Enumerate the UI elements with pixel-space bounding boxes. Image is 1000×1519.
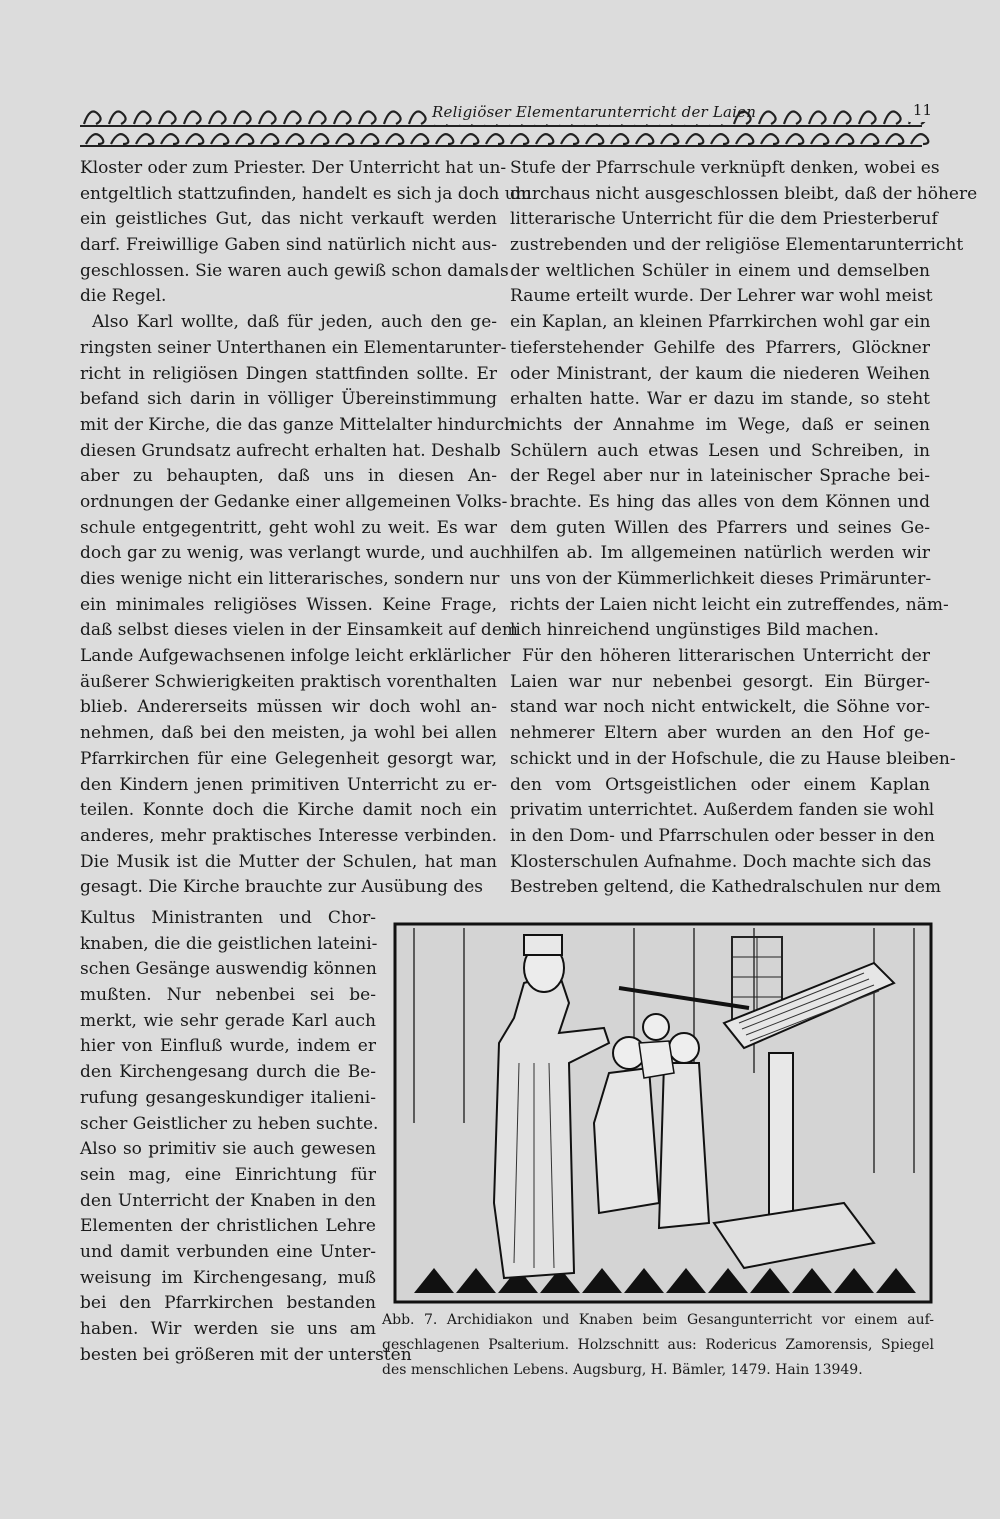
text-line: Laien war nur nebenbei gesorgt. Ein Bürger-	[510, 671, 930, 692]
text-line: die Regel.	[80, 286, 167, 307]
text-line: merkt, wie sehr gerade Karl auch	[80, 1010, 376, 1031]
woodcut-illustration	[394, 923, 932, 1303]
text-line: der Regel aber nur in lateinischer Sprache bei-	[510, 466, 930, 487]
text-line: oder Ministrant, der kaum die niederen Weihen	[510, 363, 930, 384]
text-line: Stufe der Pfarrschule verknüpft denken, wobei es	[510, 158, 940, 178]
text-line: geschlossen. Sie waren auch gewiß schon damals	[80, 260, 509, 281]
text-line: ein minimales religiöses Wissen. Keine Frage,	[80, 594, 497, 615]
text-line: nehmen, daß bei den meisten, ja wohl bei allen	[80, 723, 497, 744]
text-line: den Kindern jenen primitiven Unterricht zu er-	[80, 774, 497, 795]
text-line: hier von Einfluß wurde, indem er	[80, 1036, 376, 1057]
text-line: rufung gesangeskundiger italieni-	[80, 1087, 376, 1108]
text-line: ein Kaplan, an kleinen Pfarrkirchen wohl gar ein	[510, 312, 931, 333]
text-line: darf. Freiwillige Gaben sind natürlich nicht aus-	[80, 235, 497, 256]
text-line: Schülern auch etwas Lesen und Schreiben, in	[510, 440, 930, 461]
text-line: stand war noch nicht entwickelt, die Söhne vor-	[510, 697, 930, 718]
text-line: richt in religiösen Dingen stattfinden sollte. Er	[80, 363, 497, 384]
text-line: der weltlichen Schüler in einem und demselben	[510, 260, 930, 281]
text-line: den vom Ortsgeistlichen oder einem Kaplan	[510, 774, 930, 795]
text-line: richts der Laien nicht leicht ein zutreffendes, näm-	[510, 594, 949, 615]
text-line: Elementen der christlichen Lehre	[80, 1216, 376, 1237]
text-line: dies wenige nicht ein litterarisches, sondern nur	[80, 569, 500, 589]
text-line: mußten. Nur nebenbei sei be-	[80, 985, 376, 1006]
text-line: knaben, die die geistlichen lateini-	[80, 933, 378, 954]
woodcut-image	[394, 923, 932, 1303]
text-line: Kloster oder zum Priester. Der Unterricht hat un-	[80, 158, 507, 178]
left-column-narrow	[80, 906, 412, 1368]
text-line: erhalten hatte. War er dazu im stande, so steht	[510, 389, 930, 410]
running-title: Religiöser Elementarunterricht der Laien	[432, 100, 732, 124]
text-line: Also so primitiv sie auch gewesen	[80, 1139, 376, 1160]
text-line: besten bei größeren mit der untersten	[80, 1344, 412, 1365]
text-line: äußerer Schwierigkeiten praktisch vorenthalten	[80, 671, 497, 692]
text-line: hilfen ab. Im allgemeinen natürlich werden wir	[510, 543, 930, 564]
text-line: sein mag, eine Einrichtung für	[80, 1164, 376, 1185]
text-line: privatim unterrichtet. Außerdem fanden sie wohl	[510, 800, 935, 821]
text-line: nehmerer Eltern aber wurden an den Hof ge-	[510, 723, 930, 744]
text-line: Pfarrkirchen für eine Gelegenheit gesorgt war,	[80, 748, 497, 769]
text-line: gesagt. Die Kirche brauchte zur Ausübung des	[80, 877, 483, 898]
text-line: schule entgegentritt, geht wohl zu weit. Es war	[80, 517, 497, 538]
text-line: ordnungen der Gedanke einer allgemeinen Volks-	[80, 491, 508, 512]
text-line: Also Karl wollte, daß für jeden, auch den ge-	[92, 312, 497, 333]
caption-line: Abb. 7. Archidiakon und Knaben beim Gesangunterricht vor einem auf-	[382, 1312, 934, 1328]
text-line: befand sich darin in völliger Übereinstimmung	[80, 389, 497, 410]
text-line: durchaus nicht ausgeschlossen bleibt, daß der höhere	[510, 183, 978, 204]
text-line: nichts der Annahme im Wege, daß er seinen	[510, 414, 930, 435]
text-line: litterarische Unterricht für die dem Priesterberuf	[510, 209, 938, 230]
text-line: den Unterricht der Knaben in den	[80, 1190, 376, 1211]
text-line: mit der Kirche, die das ganze Mittelalter hindurch	[80, 414, 515, 435]
text-line: zustrebenden und der religiöse Elementarunterricht	[510, 235, 964, 256]
text-line: tieferstehender Gehilfe des Pfarrers, Glöckner	[510, 337, 930, 358]
text-line: doch gar zu wenig, was verlangt wurde, und auch	[80, 543, 511, 564]
text-line: Die Musik ist die Mutter der Schulen, hat man	[80, 851, 497, 872]
text-line: in den Dom- und Pfarrschulen oder besser in den	[510, 825, 935, 846]
text-line: Raume erteilt wurde. Der Lehrer war wohl meist	[510, 286, 933, 307]
text-line: uns von der Kümmerlichkeit dieses Primärunter-	[510, 569, 932, 589]
text-line: teilen. Konnte doch die Kirche damit noch ein	[80, 800, 497, 821]
text-line: und damit verbunden eine Unter-	[80, 1241, 376, 1262]
text-line: Klosterschulen Aufnahme. Doch machte sich das	[510, 851, 932, 872]
text-line: dem guten Willen des Pfarrers und seines Ge-	[510, 517, 930, 538]
text-line: anderes, mehr praktisches Interesse verbinden.	[80, 825, 497, 846]
text-line: ringsten seiner Unterthanen ein Elementarunter-	[80, 337, 507, 358]
text-line: blieb. Andererseits müssen wir doch wohl an-	[80, 697, 497, 718]
page-number: 11	[909, 98, 932, 122]
text-line: bei den Pfarrkirchen bestanden	[80, 1293, 376, 1314]
text-line: aber zu behaupten, daß uns in diesen An-	[80, 466, 497, 487]
text-line: ein geistliches Gut, das nicht verkauft werden	[80, 209, 497, 230]
caption-line: des menschlichen Lebens. Augsburg, H. Bämler, 1479. Hain 13949.	[382, 1362, 863, 1378]
text-line: weisung im Kirchengesang, muß	[80, 1267, 376, 1288]
text-line: Kultus Ministranten und Chor-	[80, 908, 376, 928]
running-header	[80, 96, 930, 152]
left-column-top	[80, 156, 532, 901]
text-line: schickt und in der Hofschule, die zu Hause bleiben-	[510, 748, 956, 769]
text-line: lich hinreichend ungünstiges Bild machen.	[510, 620, 880, 641]
text-line: Für den höheren litterarischen Unterricht der	[522, 646, 930, 667]
text-line: scher Geistlicher zu heben suchte.	[80, 1113, 379, 1134]
text-line: daß selbst dieses vielen in der Einsamkeit auf dem	[80, 620, 518, 641]
text-line: diesen Grundsatz aufrecht erhalten hat. Deshalb	[80, 440, 501, 461]
caption-line: geschlagenen Psalterium. Holzschnitt aus: Rodericus Zamorensis, Spiegel	[382, 1337, 934, 1353]
text-line: brachte. Es hing das alles von dem Können und	[510, 491, 930, 512]
text-line: schen Gesänge auswendig können	[80, 959, 377, 980]
text-line: haben. Wir werden sie uns am	[80, 1319, 376, 1339]
right-column	[510, 156, 978, 901]
figure-caption	[382, 1308, 934, 1383]
text-line: Bestreben geltend, die Kathedralschulen nur dem	[510, 877, 942, 898]
text-line: entgeltlich stattzufinden, handelt es sich ja doch um	[80, 183, 532, 204]
text-line: den Kirchengesang durch die Be-	[80, 1062, 376, 1083]
text-line: Lande Aufgewachsenen infolge leicht erklärlicher	[80, 646, 511, 667]
